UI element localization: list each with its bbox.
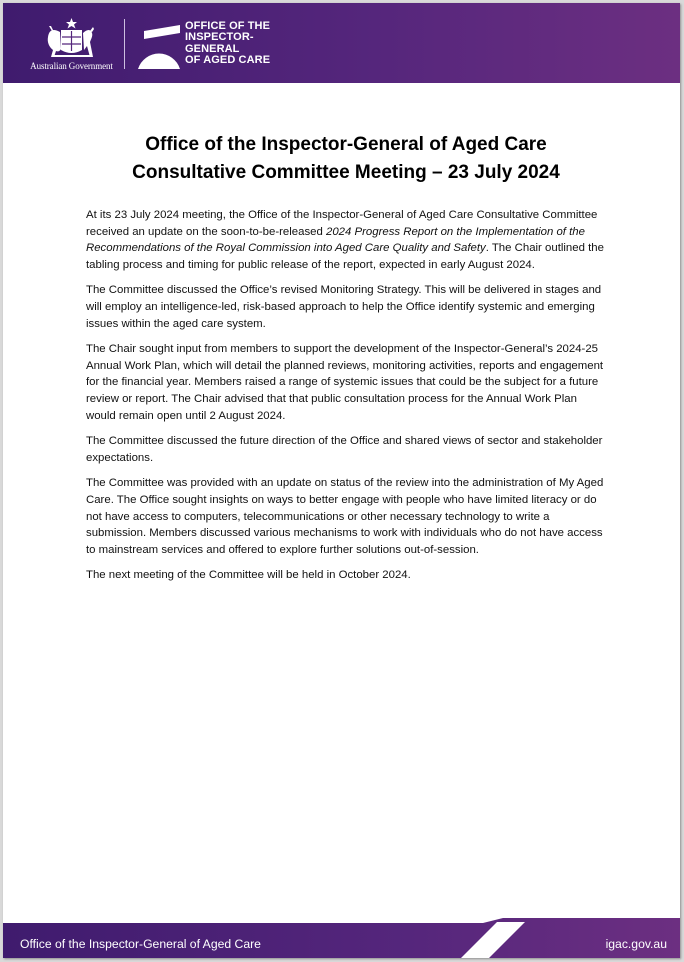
footer-organisation: Office of the Inspector-General of Aged Care <box>20 937 261 951</box>
header-divider <box>124 19 125 69</box>
paragraph-text: . The Chair outlined the tabling process and timing for public release of the report, expected in early August 2024. <box>86 242 604 271</box>
igac-logo-icon <box>134 21 182 69</box>
paragraph: The Committee discussed the future direction of the Office and shared views of sector and stakeholder expectations. <box>86 435 603 464</box>
document-content <box>86 131 606 593</box>
paragraph: The Chair sought input from members to support the development of the Inspector-General’s 2024-25 Annual Work Plan, which will detail the planned reviews, monitoring activities, reports and engagement for the financial year. Members raised a range of systemic issues that could be the subject for a future review or report. The Chair advised that that public consultation process for the Annual Work Plan would remain open until 2 August 2024. <box>86 343 604 422</box>
logo-line: OF AGED CARE <box>185 53 271 66</box>
footer-website-link[interactable]: igac.gov.au <box>605 937 667 951</box>
paragraph: The Committee discussed the Office’s revised Monitoring Strategy. This will be delivered in stages and will employ an intelligence-led, risk-based approach to help the Office identify systemic and emerging issues within the aged care system. <box>86 284 602 330</box>
title-line: Office of the Inspector-General of Aged Care <box>145 134 547 155</box>
logo-line: GENERAL <box>185 42 240 55</box>
government-label: Australian Government <box>30 61 113 71</box>
logo-line: OFFICE OF THE <box>185 20 271 32</box>
title-line: Consultative Committee Meeting – 23 July 2024 <box>132 162 560 183</box>
document-body <box>86 207 606 584</box>
paragraph: The next meeting of the Committee will be held in October 2024. <box>86 569 411 582</box>
coat-of-arms-icon <box>24 17 119 59</box>
document-title <box>86 131 606 187</box>
australian-government-crest <box>24 17 119 71</box>
paragraph: The Committee was provided with an update on status of the review into the administration of My Aged Care. The Office sought insights on ways to better engage with people who have limited literacy or do not have access to computers, telecommunications or other necessary technology to write a submission. Members discussed various mechanisms to work with individuals who do not have access to mainstream services and offered to explore further solutions out-of-session. <box>86 477 604 556</box>
logo-line: INSPECTOR- <box>185 31 254 44</box>
page-footer <box>3 918 680 958</box>
report-title: 2024 Progress Report on the Implementation of the Recommendations of the Royal Commission into Aged Care Quality and Safety <box>86 225 585 255</box>
igac-logo-text <box>185 21 270 66</box>
page-header <box>3 3 680 83</box>
paragraph <box>86 207 606 273</box>
document-page <box>3 3 680 958</box>
paragraph-text: At its 23 July 2024 meeting, the Office of the Inspector-General of Aged Care Consultative Committee received an update on the soon-to-be-released <box>86 209 598 238</box>
